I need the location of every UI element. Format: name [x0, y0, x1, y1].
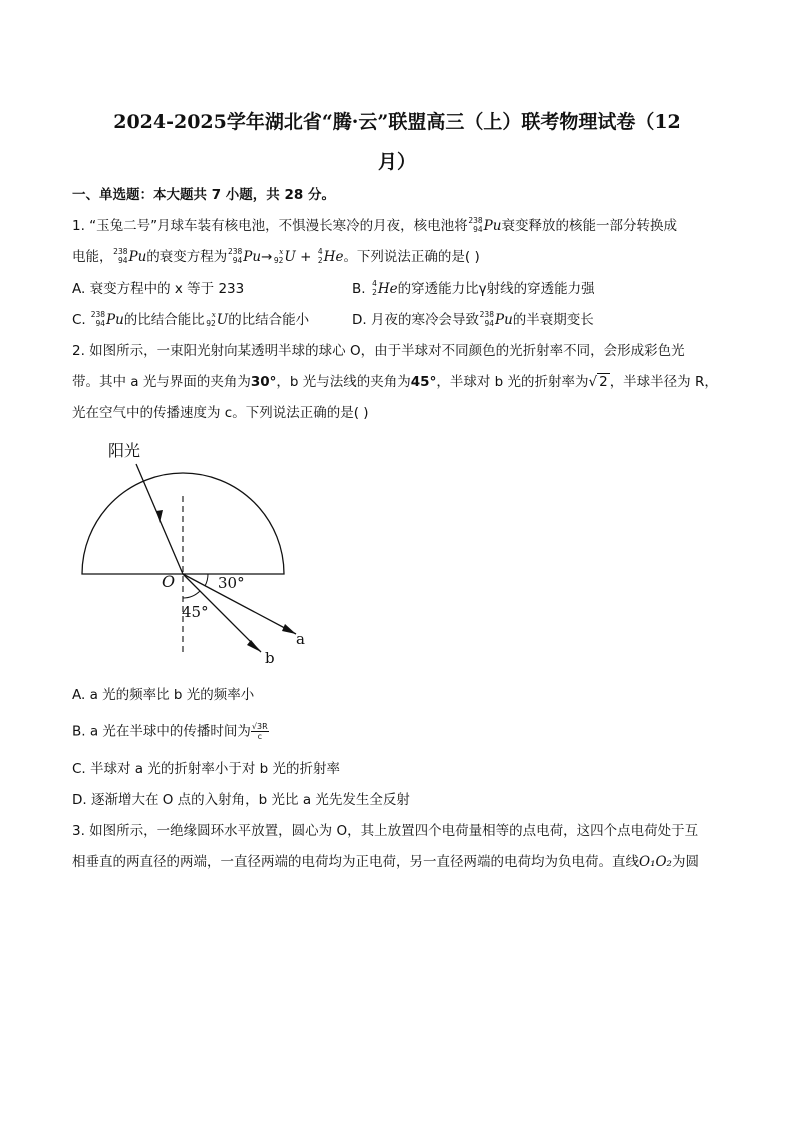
pu-isotope-notation: 238 94 [113, 247, 128, 265]
fraction-sqrt3R-over-c: $\frac{√3R}{c}$ [251, 722, 268, 741]
title-line-1: 2024-2025学年湖北省“腾·云”联盟高三（上）联考物理试卷（12 [113, 111, 681, 133]
ray-b-label: b [265, 649, 275, 667]
q1-line-1 [72, 217, 732, 235]
q2-line-2: 带。其中 a 光与界面的夹角为30°，b 光与法线的夹角为45°，半球对 b 光的折射率为√ 2 ，半球半径为 R， [72, 374, 718, 390]
q2-option-b[interactable]: B. a 光在半球中的传播时间为 $\frac{√3R}{c}$ [72, 722, 268, 741]
sqrt-2: √ 2 [588, 374, 608, 390]
incident-arrowhead [156, 510, 163, 523]
q3-line-2: 相垂直的两直径的两端，一直径两端的电荷均为正电荷，另一直径两端的电荷均为负电荷。直线O₁O₂为圆 [72, 854, 699, 870]
pu-symbol: Pu [483, 218, 502, 234]
ray-a-label: a [296, 630, 305, 648]
angle-30-arc [205, 574, 208, 586]
angle-45-arc [183, 591, 200, 598]
q1-option-d[interactable]: D. 月夜的寒冷会导致 238 94 Pu的半衰期变长 [352, 310, 594, 328]
sunlight-label: 阳光 [108, 441, 141, 460]
q1-text: 1. “玉兔二号”月球车装有核电池，不惧漫长寒冷的月夜，核电池将 [72, 218, 468, 234]
q1-option-c[interactable]: C. 238 94 Pu的比结合能比 x 92 U的比结合能小 [72, 310, 310, 328]
q2-option-a[interactable]: A. a 光的频率比 b 光的频率小 [72, 687, 255, 703]
q2-option-c[interactable]: C. 半球对 a 光的折射率小于对 b 光的折射率 [72, 761, 341, 777]
q1-text-4: 的衰变方程为 [146, 249, 228, 265]
q1-line-2 [72, 248, 732, 266]
q2-line-3: 光在空气中的传播速度为 c。下列说法正确的是( ) [72, 405, 369, 421]
center-o-label: O [162, 572, 176, 591]
angle-45-label: 45° [182, 603, 209, 621]
ray-b-arrowhead [247, 640, 261, 652]
exam-title [70, 102, 724, 182]
section-header: 一、单选题：本大题共 7 小题，共 28 分。 [72, 187, 335, 203]
q3-line-1: 3. 如图所示，一绝缘圆环水平放置，圆心为 O，其上放置四个电荷量相等的点电荷，这四个点电荷处于互 [72, 823, 699, 839]
title-line-2: 月） [377, 151, 416, 173]
q1-option-b[interactable]: B. 4 2 He的穿透能力比γ射线的穿透能力强 [352, 279, 595, 297]
q1-option-a[interactable]: A. 衰变方程中的 x 等于 233 [72, 281, 245, 297]
q1-text-2: 衰变释放的核能一部分转换成 [501, 218, 677, 234]
q2-option-d[interactable]: D. 逐渐增大在 O 点的入射角，b 光比 a 光先发生全反射 [72, 792, 410, 808]
hemisphere-refraction-figure [78, 436, 318, 672]
angle-30-label: 30° [218, 574, 245, 592]
pu-symbol: Pu [128, 249, 147, 265]
q1-text-5: 。下列说法正确的是( ) [343, 249, 480, 265]
decay-equation: 238 94 Pu→ x 92 U + 4 2 He [227, 247, 344, 265]
ray-a-arrowhead [282, 624, 296, 634]
q1-text-3: 电能， [72, 249, 113, 265]
q2-line-1: 2. 如图所示，一束阳光射向某透明半球的球心 O，由于半球对不同颜色的光折射率不同，会形成彩色光 [72, 343, 685, 359]
pu-isotope-notation: 238 94 [468, 216, 483, 234]
